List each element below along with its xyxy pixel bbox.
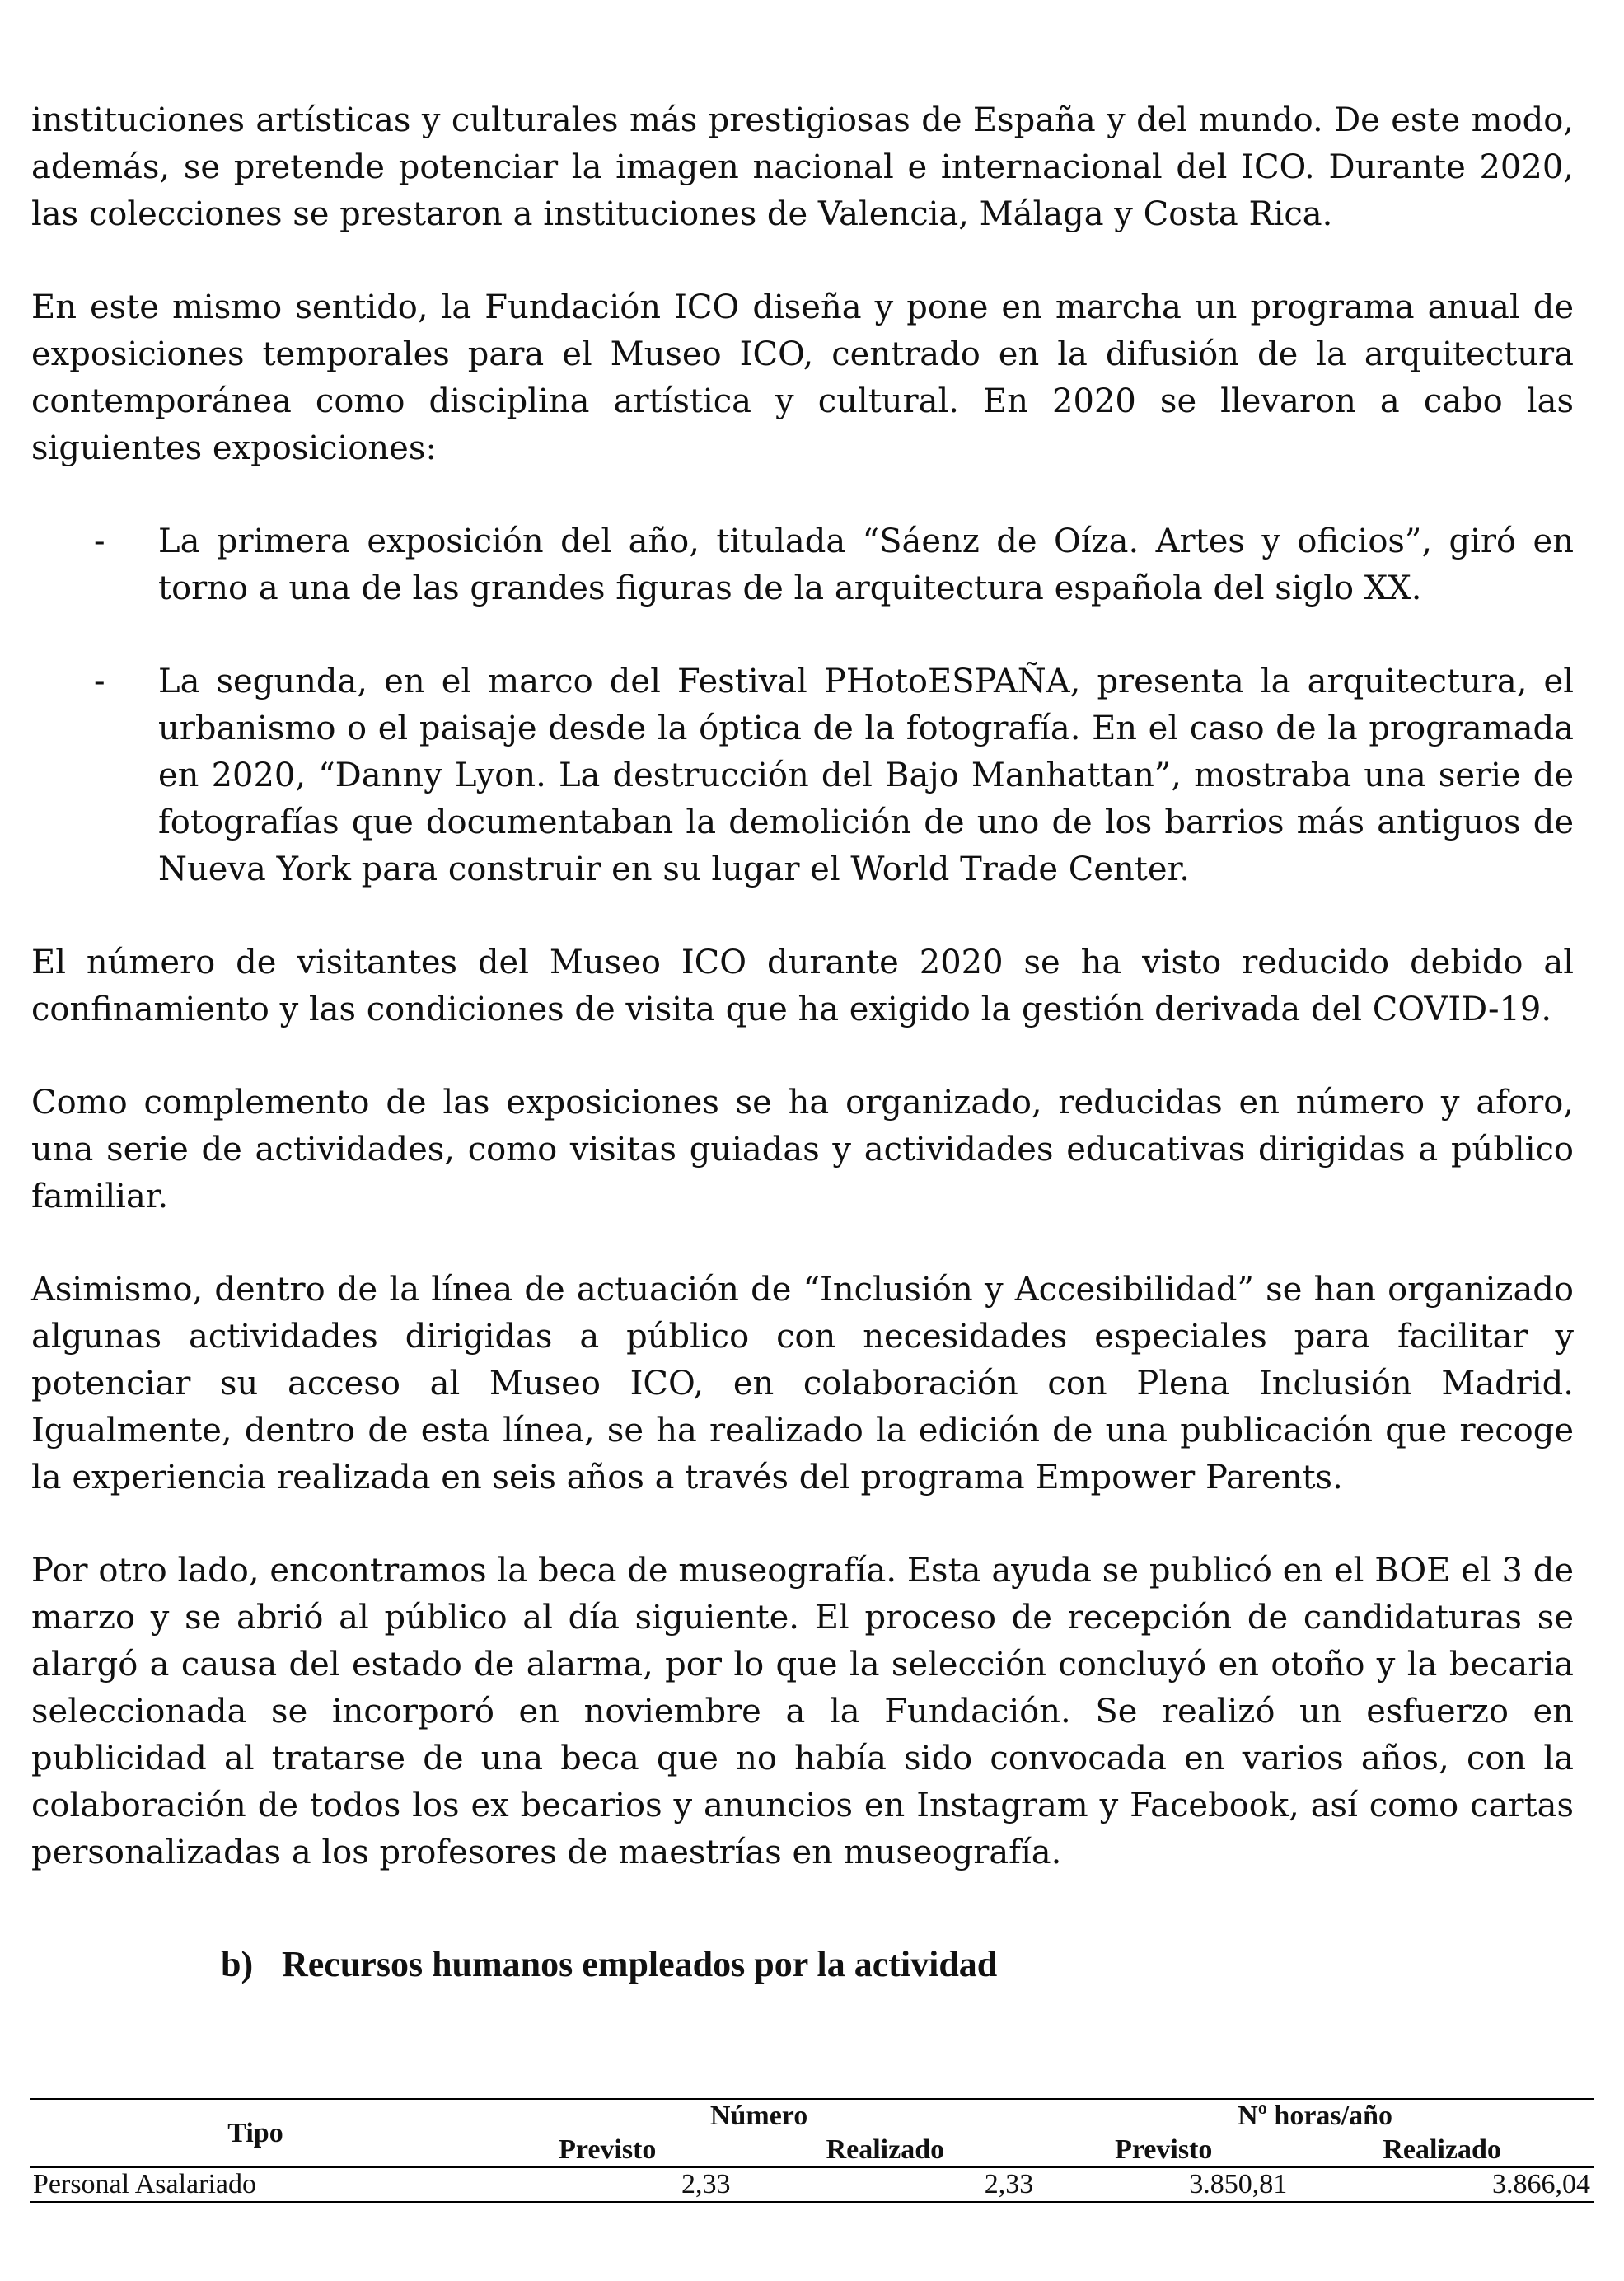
cell-tipo: Personal Asalariado	[30, 2167, 481, 2202]
section-title: Recursos humanos empleados por la actividad	[282, 1944, 998, 1984]
header-horas-realizado: Realizado	[1290, 2133, 1594, 2168]
list-marker: -	[94, 522, 105, 560]
list-item	[31, 658, 1574, 893]
body-text	[31, 97, 1574, 1876]
section-label: b)	[221, 1944, 254, 1984]
exhibitions-list	[31, 518, 1574, 893]
human-resources-table	[30, 2098, 1594, 2203]
list-item-text: La segunda, en el marco del Festival PHotoESPAÑA, presenta la arquitectura, el urbanismo o el paisaje desde la óptica de la fotografía. En el caso de la programada en 2020, “Danny Lyon. La destrucción del Bajo Manhattan”, mostraba una serie de fotografías que documentaban la demolición de uno de los barrios más antiguos de Nueva York para construir en su lugar el World Trade Center.	[158, 663, 1574, 888]
paragraph-inclusion: Asimismo, dentro de la línea de actuación de “Inclusión y Accesibilidad” se han organizado algunas actividades dirigidas a público con necesidades especiales para facilitar y potenciar su acceso al Museo ICO, en colaboración con Plena Inclusión Madrid. Igualmente, dentro de esta línea, se ha realizado la edición de una publicación que recoge la experiencia realizada en seis años a través del programa Empower Parents.	[31, 1271, 1574, 1496]
header-horas-previsto: Previsto	[1037, 2133, 1290, 2168]
paragraph-actividades: Como complemento de las exposiciones se ha organizado, reducidas en número y aforo, una serie de actividades, como visitas guiadas y actividades educativas dirigidas a público familiar.	[31, 1084, 1574, 1215]
table-row	[30, 2167, 1594, 2202]
header-numero-previsto: Previsto	[481, 2133, 734, 2168]
cell-numero-previsto: 2,33	[481, 2167, 734, 2202]
cell-numero-realizado: 2,33	[734, 2167, 1037, 2202]
paragraph-colecciones: instituciones artísticas y culturales más prestigiosas de España y del mundo. De este modo, además, se pretende potenciar la imagen nacional e internacional del ICO. Durante 2020, las colecciones se prestaron a instituciones de Valencia, Málaga y Costa Rica.	[31, 101, 1574, 233]
header-numero: Número	[481, 2099, 1037, 2133]
cell-horas-previsto: 3.850,81	[1037, 2167, 1290, 2202]
cell-horas-realizado: 3.866,04	[1290, 2167, 1594, 2202]
header-tipo: Tipo	[30, 2099, 481, 2167]
list-marker: -	[94, 663, 105, 700]
section-heading	[221, 1941, 997, 1988]
paragraph-visitantes: El número de visitantes del Museo ICO durante 2020 se ha visto reducido debido al confinamiento y las condiciones de visita que ha exigido la gestión derivada del COVID-19.	[31, 944, 1574, 1028]
header-horas: Nº horas/año	[1037, 2099, 1594, 2133]
paragraph-beca: Por otro lado, encontramos la beca de museografía. Esta ayuda se publicó en el BOE el 3 de marzo y se abrió al público al día siguiente. El proceso de recepción de candidaturas se alargó a causa del estado de alarma, por lo que la selección concluyó en otoño y la becaria seleccionada se incorporó en noviembre a la Fundación. Se realizó un esfuerzo en publicidad al tratarse de una beca que no había sido convocada en varios años, con la colaboración de todos los ex becarios y anuncios en Instagram y Facebook, así como cartas personalizadas a los profesores de maestrías en museografía.	[31, 1552, 1574, 1871]
header-numero-realizado: Realizado	[734, 2133, 1037, 2168]
paragraph-programa-exposiciones: En este mismo sentido, la Fundación ICO diseña y pone en marcha un programa anual de exposiciones temporales para el Museo ICO, centrado en la difusión de la arquitectura contemporánea como disciplina artística y cultural. En 2020 se llevaron a cabo las siguientes exposiciones:	[31, 288, 1574, 467]
list-item-text: La primera exposición del año, titulada “Sáenz de Oíza. Artes y oficios”, giró en torno a una de las grandes figuras de la arquitectura española del siglo XX.	[158, 522, 1574, 607]
list-item	[31, 518, 1574, 612]
